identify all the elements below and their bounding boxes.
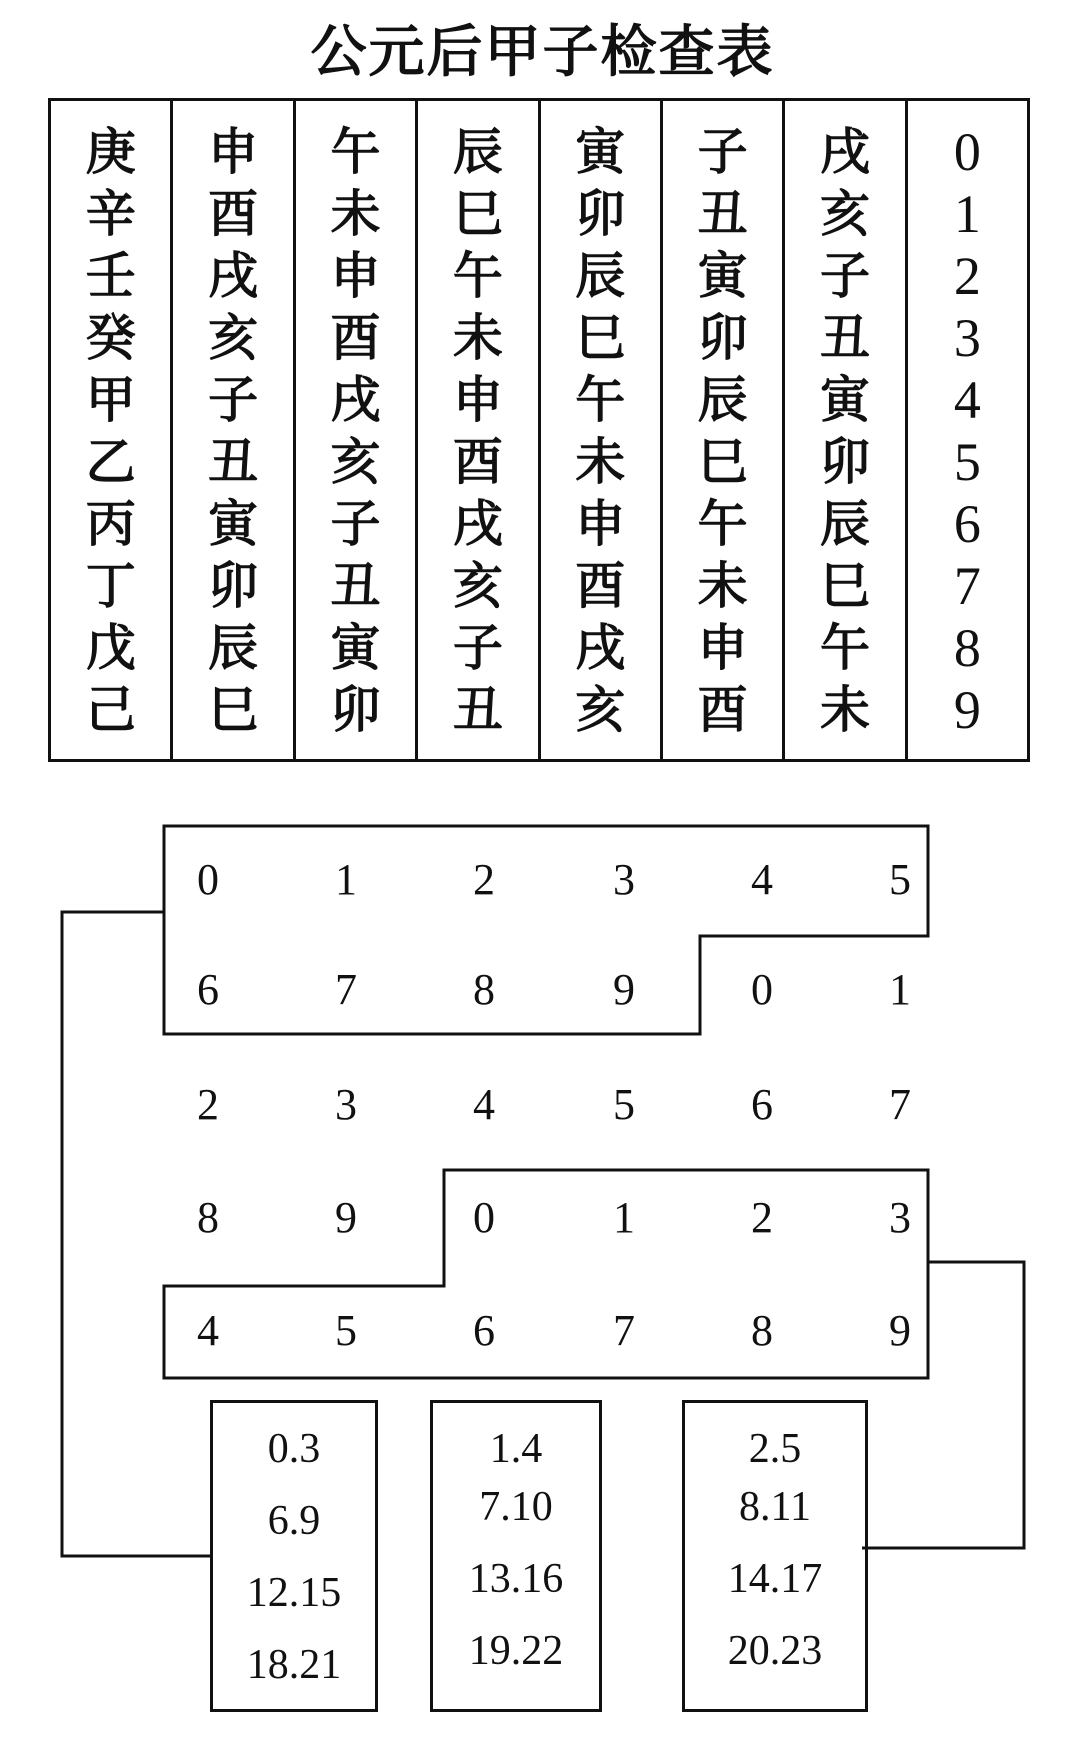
grid-cell: 4 (197, 1306, 219, 1355)
cell: 3 (953, 308, 981, 368)
cell: 巳 (575, 308, 626, 367)
grid-cell: 7 (335, 965, 357, 1014)
cell: 卯 (330, 680, 381, 739)
cell: 卯 (697, 308, 748, 367)
cell: 卯 (208, 556, 259, 615)
right-connector (862, 1262, 1024, 1548)
cell: 午 (819, 618, 870, 677)
cell: 申 (575, 494, 626, 553)
grid-cell: 4 (751, 855, 773, 904)
cell: 丑 (208, 432, 259, 491)
grid-cell: 3 (613, 855, 635, 904)
cell: 寅 (819, 370, 870, 429)
upper-outline (164, 826, 928, 1034)
cell: 卯 (575, 184, 626, 243)
cell: 丁 (85, 556, 136, 615)
cell: 丑 (330, 556, 381, 615)
cell: 子 (819, 246, 870, 305)
cell: 酉 (330, 308, 381, 367)
cell: 戌 (330, 370, 381, 429)
box-value: 6.9 (267, 1498, 321, 1544)
cell: 未 (452, 308, 503, 367)
cell: 亥 (819, 184, 870, 243)
cell: 戌 (208, 246, 259, 305)
cell: 午 (330, 122, 381, 181)
grid-cell: 2 (197, 1080, 219, 1129)
grid-cell: 4 (473, 1080, 495, 1129)
grid-cell: 5 (335, 1306, 357, 1355)
cell: 子 (697, 122, 748, 181)
result-box-3 (682, 1400, 868, 1712)
lower-outline (164, 1170, 928, 1378)
grid-cell: 1 (613, 1193, 635, 1242)
cell: 2 (953, 246, 981, 306)
cell: 子 (208, 370, 259, 429)
cell: 甲 (85, 370, 136, 429)
cell: 子 (452, 618, 503, 677)
grid-cell: 3 (335, 1080, 357, 1129)
cell: 戊 (85, 618, 136, 677)
box-value: 14.17 (727, 1556, 823, 1602)
box-value: 18.21 (246, 1642, 342, 1688)
cell: 申 (330, 246, 381, 305)
cell: 0 (953, 122, 981, 182)
grid-cell: 0 (473, 1193, 495, 1242)
grid-cell: 9 (613, 965, 635, 1014)
cell: 酉 (208, 184, 259, 243)
cell: 戌 (575, 618, 626, 677)
cell: 酉 (697, 680, 748, 739)
box-value: 19.22 (468, 1628, 564, 1674)
cell: 午 (575, 370, 626, 429)
cell: 巳 (819, 556, 870, 615)
cell: 辰 (819, 494, 870, 553)
cell: 己 (85, 680, 136, 739)
cell: 酉 (452, 432, 503, 491)
grid-cell: 8 (197, 1193, 219, 1242)
cell: 丑 (819, 308, 870, 367)
cell: 辰 (452, 122, 503, 181)
cell: 壬 (85, 246, 136, 305)
grid-cell: 7 (889, 1080, 911, 1129)
cell: 戌 (452, 494, 503, 553)
cell: 7 (953, 556, 981, 616)
cell: 5 (953, 432, 981, 492)
cell: 丑 (697, 184, 748, 243)
grid-cell: 8 (473, 965, 495, 1014)
cell: 亥 (208, 308, 259, 367)
cell: 寅 (697, 246, 748, 305)
cell: 申 (208, 122, 259, 181)
cell: 未 (697, 556, 748, 615)
grid-cell: 8 (751, 1306, 773, 1355)
grid-cell: 6 (473, 1306, 495, 1355)
box-value: 8.11 (739, 1484, 811, 1530)
result-box-2 (430, 1400, 602, 1712)
grid-cell: 6 (751, 1080, 773, 1129)
grid-cell: 5 (889, 855, 911, 904)
result-box-1 (210, 1400, 378, 1712)
cell: 庚 (85, 122, 136, 181)
page-title: 公元后甲子检查表 (310, 19, 775, 85)
cell: 乙 (85, 432, 136, 491)
cell: 辰 (697, 370, 748, 429)
cell: 8 (953, 618, 981, 678)
cell: 亥 (452, 556, 503, 615)
cell: 辰 (208, 618, 259, 677)
grid-cell: 1 (889, 965, 911, 1014)
cell: 4 (953, 370, 981, 430)
cell: 巳 (697, 432, 748, 491)
box-value: 20.23 (727, 1628, 823, 1674)
grid-cell: 5 (613, 1080, 635, 1129)
cell: 亥 (330, 432, 381, 491)
box-value: 12.15 (246, 1570, 342, 1616)
cell: 1 (953, 184, 981, 244)
cell: 辛 (85, 184, 136, 243)
grid-cell: 0 (751, 965, 773, 1014)
cell: 午 (697, 494, 748, 553)
cell: 巳 (452, 184, 503, 243)
box-value: 13.16 (468, 1556, 564, 1602)
grid-cell: 3 (889, 1193, 911, 1242)
grid-cell: 1 (335, 855, 357, 904)
cell: 6 (953, 494, 981, 554)
cell: 子 (330, 494, 381, 553)
grid-cell: 2 (473, 855, 495, 904)
cell: 亥 (575, 680, 626, 739)
grid-cell: 7 (613, 1306, 635, 1355)
cell: 癸 (85, 308, 136, 367)
grid-cell: 9 (889, 1306, 911, 1355)
cell: 申 (697, 618, 748, 677)
cell: 丑 (452, 680, 503, 739)
cell: 辰 (575, 246, 626, 305)
box-value: 1.4 (489, 1426, 543, 1472)
cell: 酉 (575, 556, 626, 615)
box-value: 0.3 (267, 1426, 321, 1472)
box-value: 7.10 (479, 1484, 553, 1530)
cell: 寅 (330, 618, 381, 677)
cell: 午 (452, 246, 503, 305)
grid-cell: 2 (751, 1193, 773, 1242)
cell: 戌 (819, 122, 870, 181)
cell: 未 (575, 432, 626, 491)
cell: 卯 (819, 432, 870, 491)
grid-cell: 0 (197, 855, 219, 904)
cell: 未 (819, 680, 870, 739)
cell: 未 (330, 184, 381, 243)
cell: 申 (452, 370, 503, 429)
cell: 丙 (85, 494, 136, 553)
grid-cell: 6 (197, 965, 219, 1014)
cell: 寅 (208, 494, 259, 553)
cell: 巳 (208, 680, 259, 739)
cell: 寅 (575, 122, 626, 181)
grid-cell: 9 (335, 1193, 357, 1242)
box-value: 2.5 (748, 1426, 802, 1472)
cell: 9 (953, 680, 981, 740)
